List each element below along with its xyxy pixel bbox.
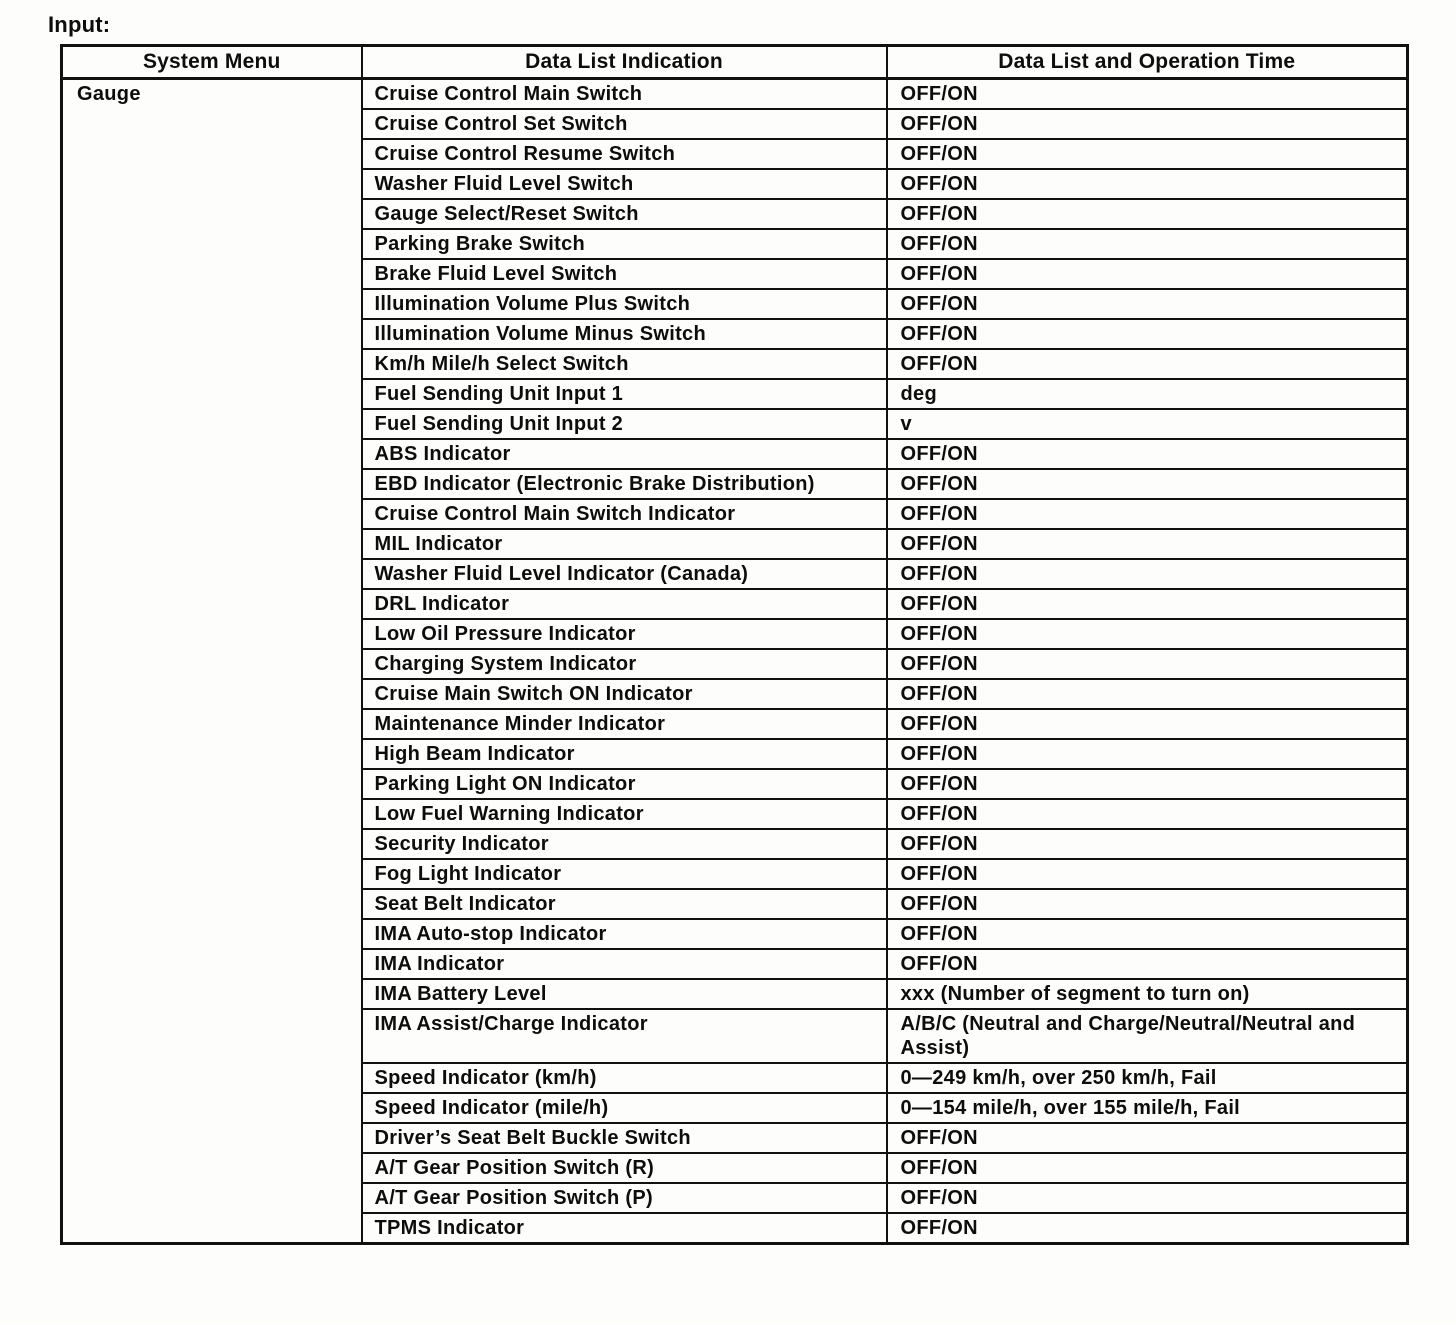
value-cell: OFF/ON — [887, 799, 1408, 829]
indication-cell: Low Oil Pressure Indicator — [362, 619, 887, 649]
indication-cell: Low Fuel Warning Indicator — [362, 799, 887, 829]
indication-cell: Fog Light Indicator — [362, 859, 887, 889]
value-cell: OFF/ON — [887, 199, 1408, 229]
value-cell: OFF/ON — [887, 739, 1408, 769]
value-cell: OFF/ON — [887, 349, 1408, 379]
value-cell: 0—154 mile/h, over 155 mile/h, Fail — [887, 1093, 1408, 1123]
value-cell: OFF/ON — [887, 1213, 1408, 1244]
value-cell: OFF/ON — [887, 169, 1408, 199]
value-cell: OFF/ON — [887, 499, 1408, 529]
table-header — [62, 46, 1408, 79]
value-cell: OFF/ON — [887, 1183, 1408, 1213]
indication-cell: Cruise Control Resume Switch — [362, 139, 887, 169]
value-cell: OFF/ON — [887, 439, 1408, 469]
value-cell: OFF/ON — [887, 1123, 1408, 1153]
value-cell: OFF/ON — [887, 259, 1408, 289]
indication-cell: Cruise Control Main Switch — [362, 79, 887, 110]
value-cell: OFF/ON — [887, 769, 1408, 799]
indication-cell: ABS Indicator — [362, 439, 887, 469]
indication-cell: DRL Indicator — [362, 589, 887, 619]
value-cell: v — [887, 409, 1408, 439]
table-body — [62, 79, 1408, 1244]
indication-cell: Maintenance Minder Indicator — [362, 709, 887, 739]
value-cell: OFF/ON — [887, 919, 1408, 949]
col-header-operation-time: Data List and Operation Time — [887, 46, 1408, 79]
indication-cell: Illumination Volume Plus Switch — [362, 289, 887, 319]
indication-cell: TPMS Indicator — [362, 1213, 887, 1244]
indication-cell: Speed Indicator (km/h) — [362, 1063, 887, 1093]
indication-cell: Security Indicator — [362, 829, 887, 859]
indication-cell: MIL Indicator — [362, 529, 887, 559]
value-cell: A/B/C (Neutral and Charge/Neutral/Neutral and Assist) — [887, 1009, 1408, 1063]
indication-cell: EBD Indicator (Electronic Brake Distribution) — [362, 469, 887, 499]
col-header-system-menu: System Menu — [62, 46, 362, 79]
value-cell: OFF/ON — [887, 679, 1408, 709]
indication-cell: Cruise Control Main Switch Indicator — [362, 499, 887, 529]
indication-cell: Km/h Mile/h Select Switch — [362, 349, 887, 379]
indication-cell: IMA Auto-stop Indicator — [362, 919, 887, 949]
indication-cell: Washer Fluid Level Switch — [362, 169, 887, 199]
value-cell: OFF/ON — [887, 1153, 1408, 1183]
indication-cell: A/T Gear Position Switch (P) — [362, 1183, 887, 1213]
value-cell: OFF/ON — [887, 319, 1408, 349]
indication-cell: Parking Light ON Indicator — [362, 769, 887, 799]
value-cell: OFF/ON — [887, 469, 1408, 499]
value-cell: OFF/ON — [887, 109, 1408, 139]
indication-cell: Fuel Sending Unit Input 2 — [362, 409, 887, 439]
value-cell: deg — [887, 379, 1408, 409]
section-label: Input: — [48, 12, 111, 37]
value-cell: OFF/ON — [887, 289, 1408, 319]
system-menu-cell: Gauge — [62, 79, 362, 1244]
indication-cell: Gauge Select/Reset Switch — [362, 199, 887, 229]
value-cell: OFF/ON — [887, 79, 1408, 110]
indication-cell: High Beam Indicator — [362, 739, 887, 769]
indication-cell: IMA Indicator — [362, 949, 887, 979]
value-cell: OFF/ON — [887, 229, 1408, 259]
value-cell: OFF/ON — [887, 619, 1408, 649]
indication-cell: Driver’s Seat Belt Buckle Switch — [362, 1123, 887, 1153]
table-row — [62, 79, 1408, 110]
header-row — [62, 46, 1408, 79]
value-cell: OFF/ON — [887, 889, 1408, 919]
col-header-data-list-indication: Data List Indication — [362, 46, 887, 79]
value-cell: OFF/ON — [887, 529, 1408, 559]
value-cell: OFF/ON — [887, 559, 1408, 589]
value-cell: OFF/ON — [887, 649, 1408, 679]
indication-cell: A/T Gear Position Switch (R) — [362, 1153, 887, 1183]
value-cell: OFF/ON — [887, 139, 1408, 169]
value-cell: OFF/ON — [887, 829, 1408, 859]
value-cell: 0—249 km/h, over 250 km/h, Fail — [887, 1063, 1408, 1093]
value-cell: OFF/ON — [887, 859, 1408, 889]
indication-cell: Illumination Volume Minus Switch — [362, 319, 887, 349]
data-list-table — [60, 44, 1409, 1245]
indication-cell: Charging System Indicator — [362, 649, 887, 679]
indication-cell: Cruise Control Set Switch — [362, 109, 887, 139]
indication-cell: Seat Belt Indicator — [362, 889, 887, 919]
value-cell: OFF/ON — [887, 949, 1408, 979]
indication-cell: Parking Brake Switch — [362, 229, 887, 259]
value-cell: xxx (Number of segment to turn on) — [887, 979, 1408, 1009]
indication-cell: IMA Assist/Charge Indicator — [362, 1009, 887, 1063]
indication-cell: Washer Fluid Level Indicator (Canada) — [362, 559, 887, 589]
indication-cell: Speed Indicator (mile/h) — [362, 1093, 887, 1123]
value-cell: OFF/ON — [887, 589, 1408, 619]
indication-cell: Brake Fluid Level Switch — [362, 259, 887, 289]
indication-cell: Fuel Sending Unit Input 1 — [362, 379, 887, 409]
indication-cell: IMA Battery Level — [362, 979, 887, 1009]
indication-cell: Cruise Main Switch ON Indicator — [362, 679, 887, 709]
value-cell: OFF/ON — [887, 709, 1408, 739]
